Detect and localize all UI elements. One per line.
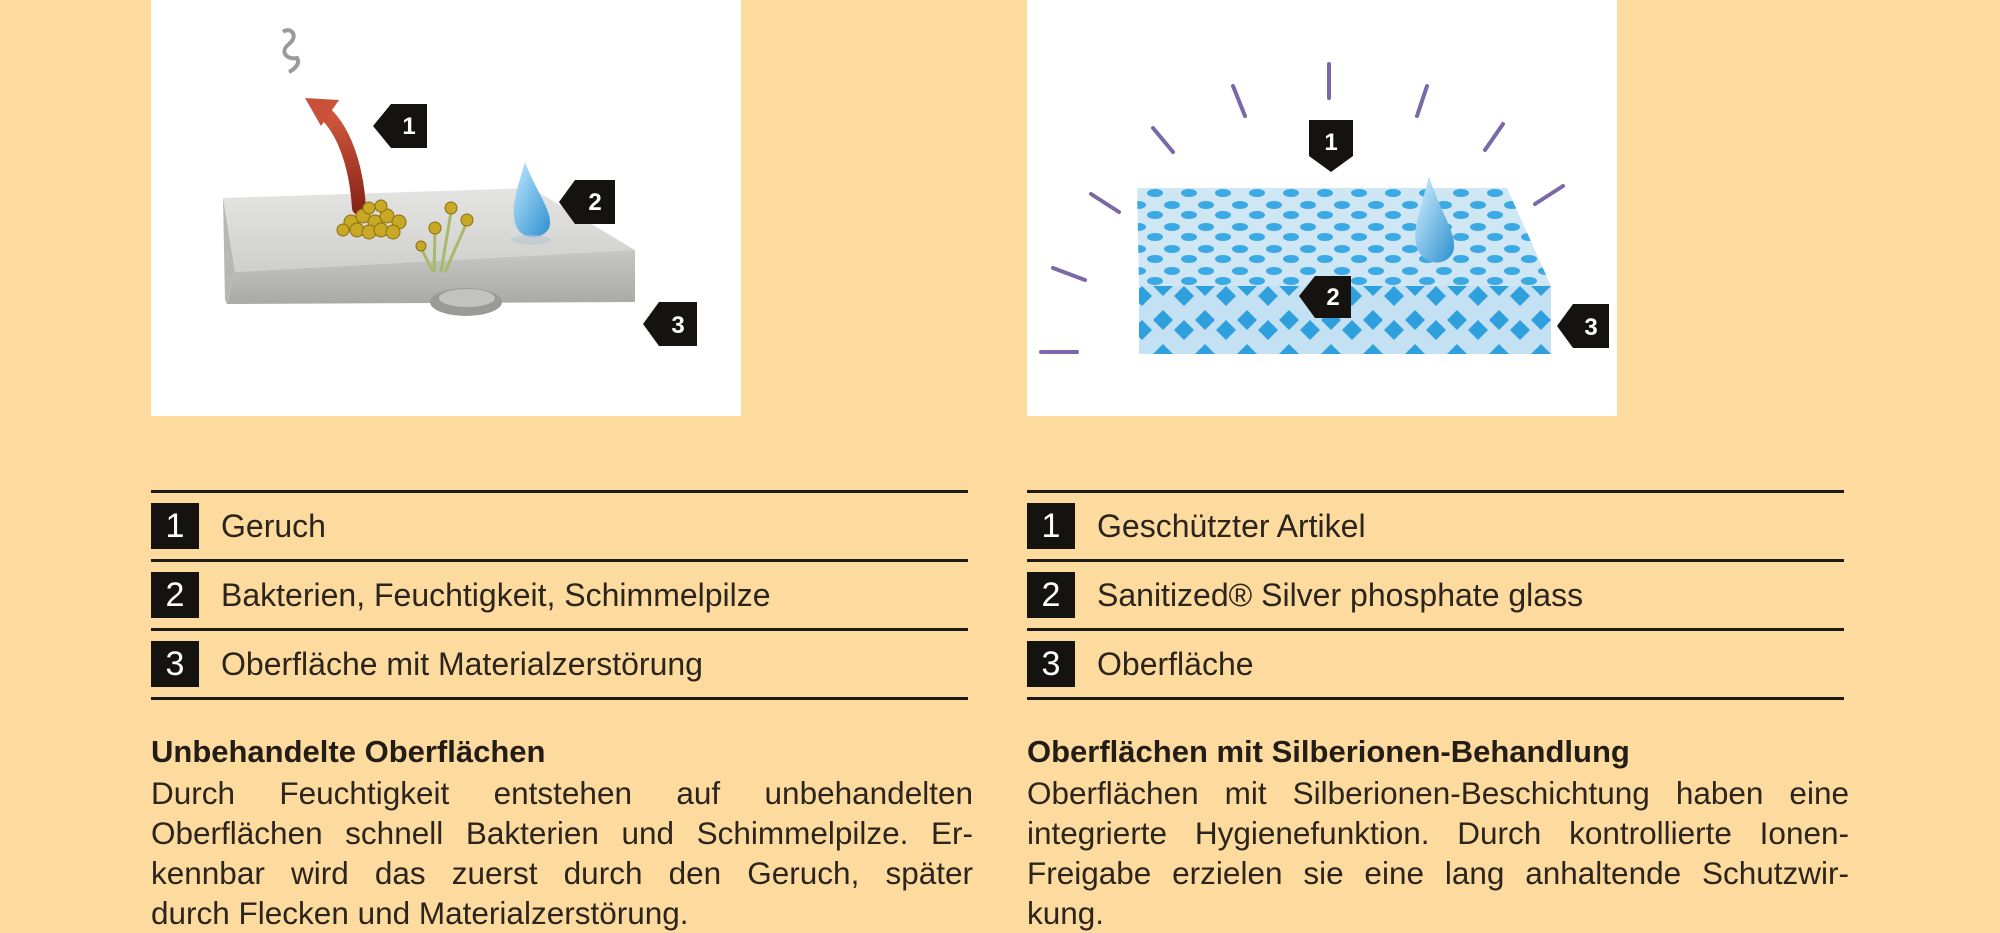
legend-row [1027, 631, 1844, 700]
legend-number: 3 [151, 641, 199, 687]
description-line: Freigabe erzielen sie eine lang anhaltende Schutzwir- [1027, 855, 1849, 891]
untreated-surface-illustration [151, 0, 741, 416]
untreated-column [151, 0, 973, 931]
description-line: Oberflächen mit Silberionen-Beschichtung haben eine [1027, 775, 1849, 811]
treated-description [1027, 732, 1849, 933]
section-heading: Oberflächen mit Silberionen-Behandlung [1027, 734, 1630, 769]
silver-ion-pattern-icon [1137, 188, 1551, 354]
marker-3-icon [1557, 304, 1609, 348]
svg-text:3: 3 [671, 312, 685, 339]
svg-text:1: 1 [402, 113, 416, 140]
marker-1-icon [373, 104, 427, 148]
legend-label: Geschützter Artikel [1097, 507, 1366, 544]
legend-number: 1 [151, 503, 199, 549]
marker-3-icon [643, 302, 697, 346]
legend-number: 2 [1027, 572, 1075, 618]
description-line: kennbar wird das zuerst durch den Geruch, später [151, 855, 973, 891]
svg-text:2: 2 [1326, 284, 1340, 311]
section-heading: Unbehandelte Oberflächen [151, 734, 546, 769]
legend-label: Sanitized® Silver phosphate glass [1097, 576, 1584, 613]
legend-label: Bakterien, Feuchtigkeit, Schimmelpilze [221, 576, 771, 613]
svg-text:2: 2 [588, 189, 602, 216]
legend-number: 1 [1027, 503, 1075, 549]
odor-arrow-icon [283, 30, 359, 208]
description-line: Durch Feuchtigkeit entstehen auf unbehandelten [151, 775, 973, 811]
treated-legend [1027, 490, 1844, 700]
svg-text:3: 3 [1584, 314, 1598, 341]
description-line: integrierte Hygienefunktion. Durch kontrollierte Ionen- [1027, 815, 1849, 851]
legend-label: Oberfläche [1097, 645, 1254, 682]
legend-number: 3 [1027, 641, 1075, 687]
treated-surface-illustration [1027, 0, 1617, 416]
untreated-description [151, 732, 973, 933]
svg-text:1: 1 [1324, 129, 1338, 156]
legend-label: Oberfläche mit Materialzerstörung [221, 645, 703, 682]
legend-row [1027, 493, 1844, 562]
description-line: durch Flecken und Materialzerstörung. [151, 895, 689, 931]
legend-number: 2 [151, 572, 199, 618]
legend-label: Geruch [221, 507, 326, 544]
treated-column [1027, 0, 1849, 931]
marker-1-icon [1309, 120, 1353, 172]
description-line: kung. [1027, 895, 1105, 931]
description-line: Oberflächen schnell Bakterien und Schimmelpilze. Er- [151, 815, 973, 851]
untreated-legend [151, 490, 968, 700]
legend-row [151, 631, 968, 700]
legend-row [151, 562, 968, 631]
legend-row [151, 493, 968, 562]
legend-row [1027, 562, 1844, 631]
